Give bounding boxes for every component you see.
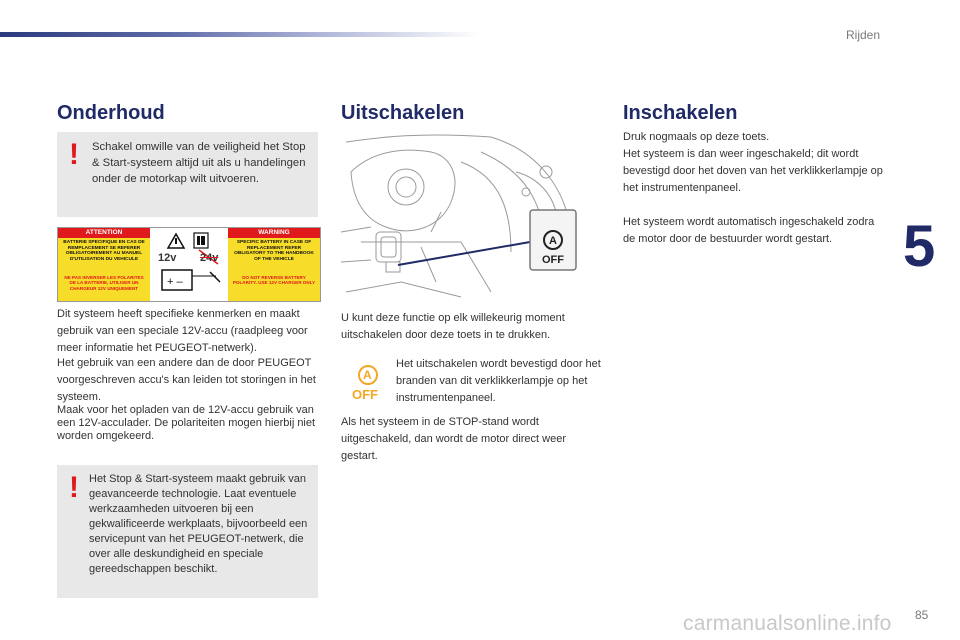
battery-warning-pictogram xyxy=(150,228,228,301)
inschakelen-text-3: Het systeem wordt automatisch ingeschakeld zodra de motor door de bestuurder wordt gestart. xyxy=(623,216,875,245)
inschakelen-text-2: Het systeem is dan weer ingeschakeld; dit wordt bevestigd door het doven van het verklikkerlampje op het instrumentenpaneel. xyxy=(623,148,883,194)
uitschakelen-text-2: Als het systeem in de STOP-stand wordt uitgeschakeld, dan wordt de motor direct weer gestart. xyxy=(341,416,567,462)
title-inschakelen: Inschakelen xyxy=(623,102,738,124)
auto-stop-off-icon xyxy=(347,364,389,402)
section-name: Rijden xyxy=(846,28,881,42)
label-english-panel: WARNING SPECIFIC BATTERY IN CASE OF REPLACEMENT REFER OBLIGATORY TO THE HANDBOOK OF THE VEHICLE DO NOT REVERSE BATTERY POLARITY. USE 12V CHARGER ONLY xyxy=(228,228,320,301)
warning-icon: ! xyxy=(69,471,79,504)
page-number: 85 xyxy=(915,608,929,622)
onderhoud-text-1: Dit systeem heeft specifieke kenmerken en maakt gebruik van een speciale 12V-accu (raadpleeg voor meer informatie het PEUGEOT-netwerk). xyxy=(57,308,308,354)
svg-text:A: A xyxy=(363,368,372,382)
uitschakelen-lamp-text: Het uitschakelen wordt bevestigd door het branden van dit verklikkerlampje op het instrumentenpaneel. xyxy=(396,358,601,404)
label-24v: 24v xyxy=(200,252,219,264)
watermark: carmanualsonline.info xyxy=(683,612,892,635)
svg-text:OFF: OFF xyxy=(352,387,378,402)
warning-box-2 xyxy=(57,465,318,598)
title-onderhoud: Onderhoud xyxy=(57,102,165,124)
warning-icon: ! xyxy=(69,138,79,171)
chapter-number: 5 xyxy=(903,214,936,279)
svg-text:A: A xyxy=(549,235,557,247)
onderhoud-text-3: Maak voor het opladen van de 12V-accu gebruik van een 12V-acculader. De polariteiten mogen hierbij niet worden omgekeerd. xyxy=(57,404,316,442)
label-pictogram-area xyxy=(150,228,228,301)
title-uitschakelen: Uitschakelen xyxy=(341,102,465,124)
label-12v: 12v xyxy=(158,252,177,264)
dashboard-illustration xyxy=(341,132,603,302)
svg-text:+ –: + – xyxy=(167,276,183,288)
uitschakelen-text-1: U kunt deze functie op elk willekeurig moment uitschakelen door deze toets in te drukken. xyxy=(341,312,565,341)
battery-warning-label xyxy=(57,227,321,302)
off-button-label: OFF xyxy=(542,254,564,266)
warning-text-1: Schakel omwille van de veiligheid het Stop & Start-systeem altijd uit als u handelingen onder de motorkap wilt uitvoeren. xyxy=(92,141,306,185)
warning-box-1 xyxy=(57,132,318,217)
label-french-panel: ATTENTION BATTERIE SPECIFIQUE EN CAS DE REMPLACEMENT SE REFERER OBLIGATOIREMENT AU MANUEL D'UTILISATION DU VEHICULE NE PAS INVERSER LES POLARITES DE LA BATTERIE, UTILISER UN CHARGEUR 12V UNIQUEMENT xyxy=(58,228,150,301)
onderhoud-text-2: Het gebruik van een andere dan de door PEUGEOT voorgeschreven accu's kan leiden tot storingen in het systeem. xyxy=(57,357,316,403)
warning-text-2: Het Stop & Start-systeem maakt gebruik van geavanceerde technologie. Laat eventuele werkzaamheden uitvoeren bij een gekwalificeerde werkplaats, bijvoorbeeld een servicepunt van het PEUGEOT-netwerk, die over alle deskundigheid en speciale gereedschappen beschikt. xyxy=(89,473,308,575)
header-color-bar xyxy=(0,32,480,37)
inschakelen-text-1: Druk nogmaals op deze toets. xyxy=(623,131,770,143)
